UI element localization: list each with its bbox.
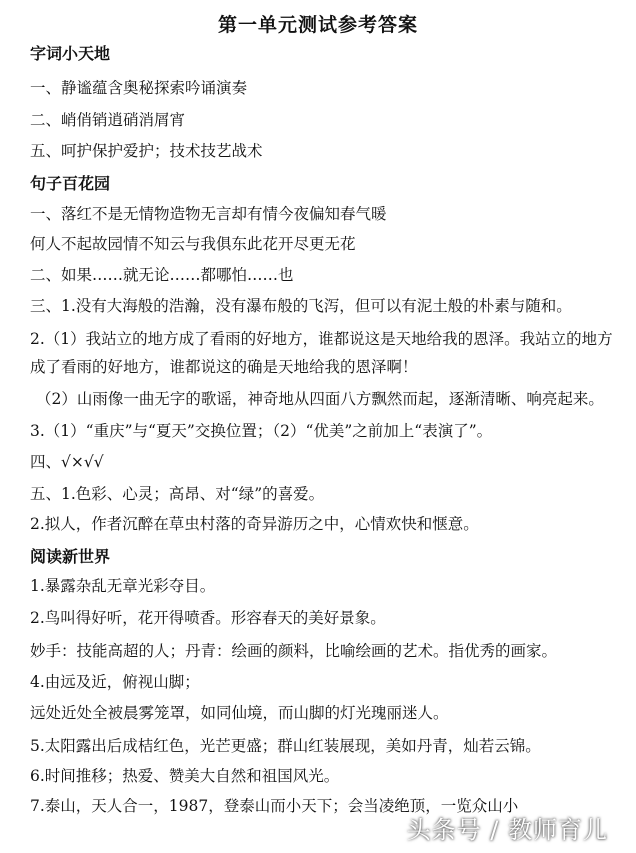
answer-line: 6.时间推移；热爱、赞美大自然和祖国风光。 (30, 767, 340, 785)
answer-line: 2.拟人，作者沉醉在草虫村落的奇异游历之中，心情欢快和惬意。 (30, 515, 479, 533)
answer-line: 五、1.色彩、心灵；高昂、对“绿”的喜爱。 (30, 485, 325, 503)
answer-line: 5.太阳露出后成桔红色，光芒更盛；群山红装展现，美如丹青，灿若云锦。 (30, 737, 541, 755)
answer-line: 五、呵护保护爱护；技术技艺战术 (30, 142, 263, 160)
answer-line: 3.（1）“重庆”与“夏天”交换位置；（2）“优美”之前加上“表演了”。 (30, 422, 493, 440)
answer-line: 2.（1）我站立的地方成了看雨的好地方，谁都说这是天地给我的恩泽。我站立的地方 (30, 330, 613, 348)
answer-line: 四、√×√√ (30, 453, 104, 471)
answer-line: 2.鸟叫得好听，花开得喷香。形容春天的美好景象。 (30, 609, 386, 627)
answer-line: 7.泰山，天人合一，1987，登泰山而小天下；会当凌绝顶，一览众山小 (30, 797, 519, 815)
answer-line: 远处近处全被晨雾笼罩，如同仙境，而山脚的灯光瑰丽迷人。 (30, 704, 449, 722)
answer-line: 成了看雨的好地方，谁都说这的确是天地给我的恩泽啊！ (30, 358, 418, 376)
answer-line: 4.由远及近，俯视山脚； (30, 673, 200, 691)
section-heading: 阅读新世界 (30, 547, 111, 566)
answer-line: 一、静谧蕴含奥秘探索吟诵演奏 (30, 79, 248, 97)
section-heading: 句子百花园 (30, 174, 111, 193)
watermark: 头条号 / 教师育儿 (406, 816, 608, 844)
answer-line: （2）山雨像一曲无字的歌谣，神奇地从四面八方飘然而起，逐渐清晰、响亮起来。 (36, 390, 604, 408)
answer-line: 二、峭俏销逍硝消屑宵 (30, 111, 186, 129)
page-title: 第一单元测试参考答案 (217, 14, 418, 36)
answer-line: 一、落红不是无情物造物无言却有情今夜偏知春气暖 (30, 205, 387, 223)
answer-line: 1.暴露杂乱无章光彩夺目。 (30, 577, 216, 595)
section-heading: 字词小天地 (30, 44, 111, 63)
answer-line: 三、1.没有大海般的浩瀚，没有瀑布般的飞泻，但可以有泥土般的朴素与随和。 (30, 297, 572, 315)
answer-line: 何人不起故园情不知云与我俱东此花开尽更无花 (30, 235, 356, 253)
answer-line: 妙手：技能高超的人；丹青：绘画的颜料，比喻绘画的艺术。指优秀的画家。 (30, 642, 558, 660)
answer-line: 二、如果……就无论……都哪怕……也 (30, 266, 294, 284)
